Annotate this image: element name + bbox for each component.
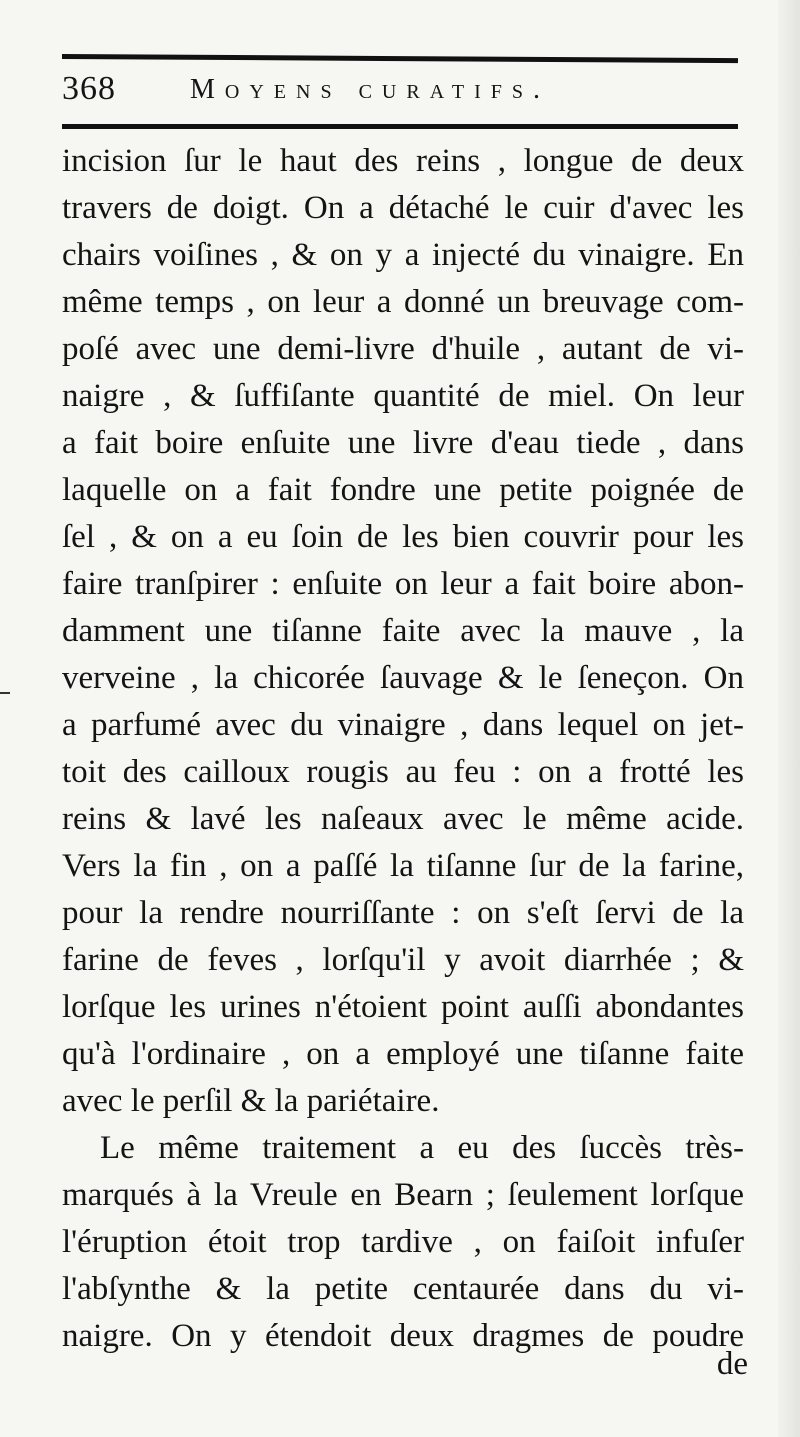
text-line: verveine , la chicorée ſauvage & le ſeneçon. On: [62, 660, 744, 696]
text-line: poſé avec une demi-livre d'huile , autant de vi-: [62, 331, 744, 367]
text-line: farine de feves , lorſqu'il y avoit diarrhée ; &: [62, 942, 744, 978]
page-header: [62, 70, 738, 116]
text-line: qu'à l'ordinaire , on a employé une tiſanne faite: [62, 1036, 744, 1072]
text-line: a fait boire enſuite une livre d'eau tiede , dans: [62, 425, 744, 461]
page-edge-shadow: [778, 0, 800, 1437]
text-line: damment une tiſanne faite avec la mauve , la: [62, 613, 744, 649]
text-line: a parfumé avec du vinaigre , dans lequel on jet-: [62, 707, 744, 743]
text-line: même temps , on leur a donné un breuvage com-: [62, 284, 744, 320]
text-line: chairs voiſines , & on y a injecté du vinaigre. En: [62, 237, 744, 273]
running-head: Moyens curatifs.: [190, 74, 551, 105]
text-line: naigre , & ſuffiſante quantité de miel. On leur: [62, 378, 744, 414]
margin-mark: [0, 692, 10, 694]
text-line: laquelle on a fait fondre une petite poignée de: [62, 472, 744, 508]
text-line: avec le perſil & la pariétaire.: [62, 1083, 440, 1119]
header-rule-top: [62, 54, 738, 63]
text-line: naigre. On y étendoit deux dragmes de poudre: [62, 1318, 744, 1354]
text-line: ſel , & on a eu ſoin de les bien couvrir pour les: [62, 519, 744, 555]
header-rule-bottom: [62, 124, 738, 129]
text-line: pour la rendre nourriſſante : on s'eſt ſervi de la: [62, 895, 744, 931]
paragraph-2: [62, 1125, 744, 1360]
text-line: Vers la fin , on a paſſé la tiſanne ſur de la farine,: [62, 848, 744, 884]
text-line: l'éruption étoit trop tardive , on faiſoit infuſer: [62, 1224, 744, 1260]
page-number: 368: [62, 70, 116, 107]
text-line: reins & lavé les naſeaux avec le même acide.: [62, 801, 744, 837]
text-line: l'abſynthe & la petite centaurée dans du vi-: [62, 1271, 744, 1307]
catchword: de: [716, 1346, 748, 1382]
text-line: travers de doigt. On a détaché le cuir d'avec les: [62, 190, 744, 226]
text-line: incision ſur le haut des reins , longue de deux: [62, 143, 744, 179]
text-line: marqués à la Vreule en Bearn ; ſeulement lorſque: [62, 1177, 744, 1213]
text-line: lorſque les urines n'étoient point auſſi abondantes: [62, 989, 744, 1025]
text-line: toit des cailloux rougis au feu : on a frotté les: [62, 754, 744, 790]
paragraph-1: [62, 138, 744, 1125]
text-line: faire tranſpirer : enſuite on leur a fait boire abon-: [62, 566, 744, 602]
text-line: Le même traitement a eu des ſuccès très-: [100, 1130, 744, 1166]
body-text: [62, 138, 744, 1360]
